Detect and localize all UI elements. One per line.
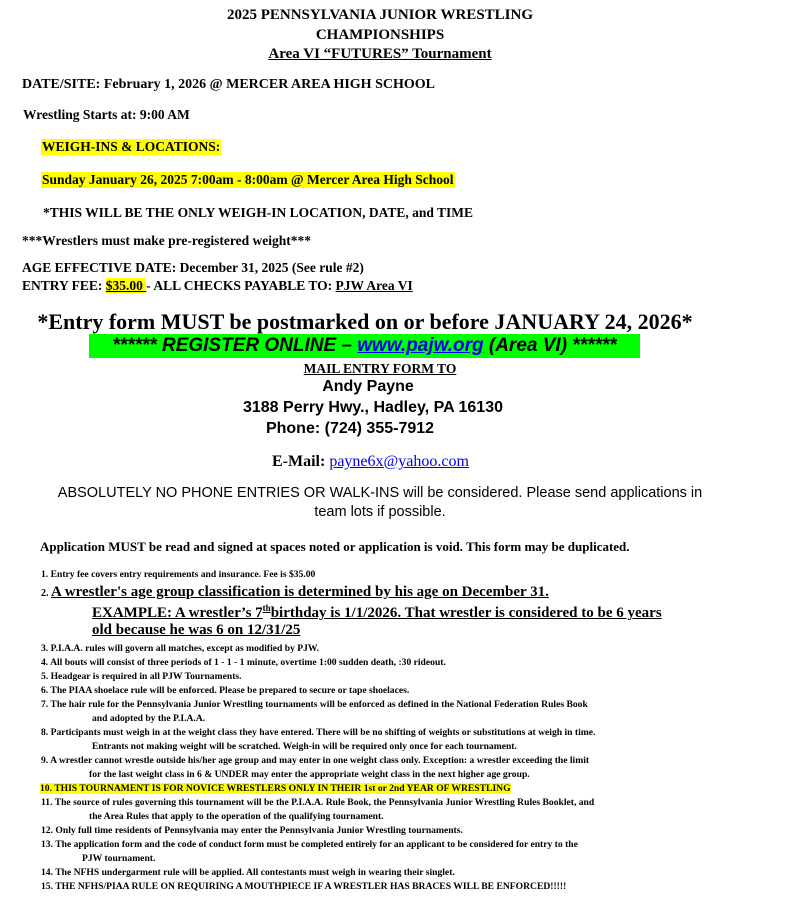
rule-6: 6. The PIAA shoelace rule will be enforced. Please be prepared to secure or tape shoelaces.	[41, 685, 410, 696]
example-pre: A wrestler’s 7	[174, 605, 263, 621]
example-sup: th	[262, 603, 271, 613]
rule-11-continued: the Area Rules that apply to the operation of the qualifying tournament.	[89, 811, 384, 822]
entry-fee-amount: $35.00	[105, 278, 147, 293]
rule-8: 8. Participants must weigh in at the weight class they have entered. There will be no shifting of weights or substitutions at weigh in time.	[41, 727, 596, 738]
payable-to: PJW Area VI	[335, 278, 413, 293]
rule-7-continued: and adopted by the P.I.A.A.	[92, 713, 206, 724]
entry-fee-checks: - ALL CHECKS PAYABLE TO:	[146, 278, 336, 293]
email-label: E-Mail:	[272, 453, 330, 470]
entry-fee-label: ENTRY FEE:	[22, 278, 106, 293]
weighins-time: Sunday January 26, 2025 7:00am - 8:00am @ Mercer Area High School	[42, 172, 454, 187]
title-line-1: 2025 PENNSYLVANIA JUNIOR WRESTLING	[226, 7, 534, 23]
weighins-heading: WEIGH-INS & LOCATIONS:	[42, 139, 221, 154]
notice-line-1: ABSOLUTELY NO PHONE ENTRIES OR WALK-INS will be considered. Please send applications in	[57, 485, 703, 501]
rule-13: 13. The application form and the code of conduct form must be completed entirely for an applicant to be considered for entry to the	[41, 839, 578, 850]
rule-9: 9. A wrestler cannot wrestle outside his/her age group and may enter in one weight class only. Exception: a wrestler exceeding the limit	[41, 755, 590, 766]
example-label: EXAMPLE:	[92, 605, 175, 621]
contact-phone: Phone: (724) 355-7912	[265, 420, 435, 437]
rule-14: 14. The NFHS undergarment rule will be applied. All contestants must weigh in wearing their singlet.	[41, 867, 455, 878]
rule-8-continued: Entrants not making weight will be scratched. Weigh-in will be required only once for each tournament.	[92, 741, 517, 752]
register-prefix: ****** REGISTER ONLINE –	[112, 335, 358, 356]
rule-9-continued: for the last weight class in 6 & UNDER may enter the appropriate weight class in the next higher age group.	[89, 769, 530, 780]
rule-2-text: A wrestler's age group classification is determined by his age on December 31.	[51, 584, 549, 600]
email-link[interactable]: payne6x@yahoo.com	[329, 453, 469, 470]
preregistered-notice: ***Wrestlers must make pre-registered weight***	[22, 233, 311, 248]
contact-email	[272, 453, 469, 471]
tournament-name: Area VI “FUTURES” Tournament	[268, 46, 492, 62]
rule-1: 1. Entry fee covers entry requirements and insurance. Fee is $35.00	[41, 569, 316, 580]
rule-10: 10. THIS TOURNAMENT IS FOR NOVICE WRESTLERS ONLY IN THEIR 1st or 2nd YEAR OF WRESTLING	[40, 783, 511, 794]
rule-4: 4. All bouts will consist of three periods of 1 - 1 - 1 minute, overtime 1:00 sudden death, :30 rideout.	[41, 657, 446, 668]
rule-11: 11. The source of rules governing this tournament will be the P.I.A.A. Rule Book, the Pennsylvania Junior Wrestling Rules Booklet, and	[41, 797, 595, 808]
rule-15: 15. THE NFHS/PIAA RULE ON REQUIRING A MOUTHPIECE IF A WRESTLER HAS BRACES WILL BE ENFORCED!!!!!	[41, 881, 567, 892]
rule-13-continued: PJW tournament.	[82, 853, 156, 864]
date-site: DATE/SITE: February 1, 2026 @ MERCER AREA HIGH SCHOOL	[22, 77, 435, 92]
register-online-banner	[89, 334, 640, 358]
only-weighin-notice: *THIS WILL BE THE ONLY WEIGH-IN LOCATION, DATE, and TIME	[43, 205, 474, 220]
example-post: birthday is 1/1/2026. That wrestler is considered to be 6 years	[270, 605, 662, 621]
register-suffix: (Area VI) ******	[483, 335, 617, 356]
age-effective-date: AGE EFFECTIVE DATE: December 31, 2025 (See rule #2)	[22, 260, 364, 275]
rule-2-number: 2.	[41, 588, 51, 599]
postmark-deadline: *Entry form MUST be postmarked on or before JANUARY 24, 2026*	[37, 309, 693, 334]
wrestling-starts: Wrestling Starts at: 9:00 AM	[23, 107, 190, 122]
rule-7: 7. The hair rule for the Pennsylvania Junior Wrestling tournaments will be enforced as defined in the National Federation Rules Book	[41, 699, 588, 710]
contact-address: 3188 Perry Hwy., Hadley, PA 16130	[242, 399, 503, 416]
notice-line-2: team lots if possible.	[314, 504, 446, 520]
rule-2	[41, 584, 549, 601]
rule-3: 3. P.I.A.A. rules will govern all matches, except as modified by PJW.	[41, 643, 320, 654]
entry-fee	[22, 278, 413, 294]
title-line-3	[0, 46, 760, 63]
register-url-link[interactable]: www.pajw.org	[357, 335, 484, 356]
rule-12: 12. Only full time residents of Pennsylvania may enter the Pennsylvania Junior Wrestling tournaments.	[41, 825, 463, 836]
rule-5: 5. Headgear is required in all PJW Tournaments.	[41, 671, 242, 682]
application-notice: Application MUST be read and signed at spaces noted or application is void. This form may be duplicated.	[40, 539, 630, 554]
title-line-2: CHAMPIONSHIPS	[315, 27, 445, 43]
mail-entry-heading: MAIL ENTRY FORM TO	[303, 361, 457, 376]
rule-2-example-line-2: old because he was 6 on 12/31/25	[92, 622, 301, 638]
rule-2-example	[92, 603, 662, 622]
contact-name: Andy Payne	[322, 378, 414, 395]
